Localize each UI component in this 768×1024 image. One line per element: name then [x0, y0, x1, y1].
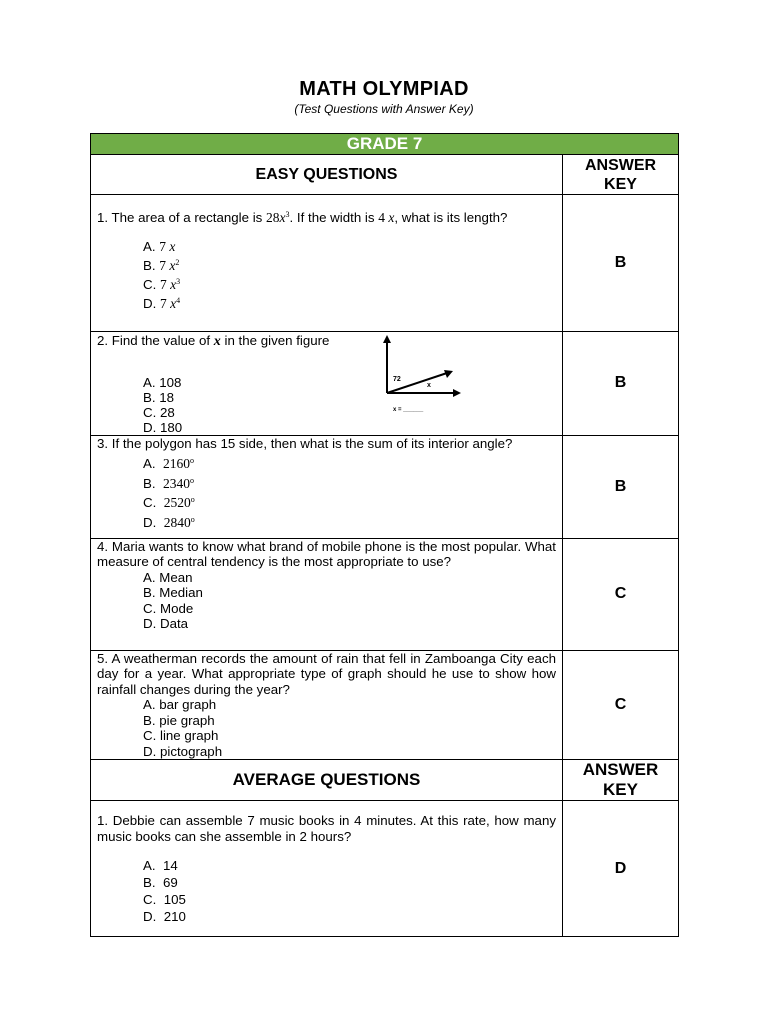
option-a: A. 14 [143, 858, 178, 873]
angle-label-x: x [427, 382, 431, 389]
question-text: 1. Debbie can assemble 7 music books in 4 minutes. At this rate, how many music books can she assemble in 2 hours? [97, 813, 556, 844]
option-b: B. Median [143, 585, 203, 600]
option-b: B. 69 [143, 875, 178, 890]
option-a: A. 7 x [143, 238, 176, 254]
vertical-arrowhead [383, 335, 391, 343]
options-list [143, 857, 562, 925]
option-b: B. 18 [143, 389, 175, 405]
question-cell [91, 332, 563, 436]
option-c: C. 28 [143, 404, 175, 420]
average-header-row [91, 760, 679, 801]
option-d: D. Data [143, 616, 189, 631]
option-a: A. 108 [143, 374, 182, 390]
question-row-easy-1 [91, 195, 679, 332]
answer-key: C [563, 650, 679, 760]
answer-key-line2: KEY [604, 175, 637, 193]
option-c: C. line graph [143, 728, 219, 743]
question-row-average-1 [91, 801, 679, 937]
question-row-easy-3 [91, 435, 679, 538]
answer-key: C [563, 538, 679, 650]
option-b: B. 7 $x^2$ [143, 257, 180, 273]
angle-label-72: 72 [393, 376, 401, 383]
question-row-easy-4 [91, 538, 679, 650]
questions-table [90, 133, 679, 937]
option-d: D. 210 [143, 909, 186, 924]
answer-key: B [563, 332, 679, 436]
option-a: A. Mean [143, 569, 193, 585]
question-cell [91, 435, 563, 538]
option-a: A. 2160$^o$ [143, 456, 194, 471]
angle-figure [377, 335, 467, 417]
options-list [143, 375, 562, 435]
easy-answer-key-heading [563, 155, 679, 195]
option-d: D. 180 [143, 419, 183, 435]
question-cell [91, 801, 563, 937]
page-title: MATH OLYMPIAD [299, 78, 469, 100]
question-text: 4. Maria wants to know what brand of mobile phone is the most popular. What measure of central tendency is the most appropriate to use? [97, 538, 556, 569]
option-d: D. pictograph [143, 743, 223, 759]
option-d: D. 2840$^o$ [143, 514, 195, 530]
easy-section-title: EASY QUESTIONS [91, 155, 563, 195]
option-b: B. 2340$^o$ [143, 475, 194, 491]
options-list [143, 239, 562, 312]
option-b: B. pie graph [143, 712, 215, 728]
option-c: C. 105 [143, 892, 186, 907]
question-cell [91, 538, 563, 650]
option-d: D. 7 $x^4$ [143, 295, 181, 311]
options-list [143, 453, 562, 531]
answer-key-line2: KEY [603, 780, 638, 799]
option-c: C. Mode [143, 600, 194, 616]
option-c: C. 7 $x^3$ [143, 276, 181, 292]
question-text: 2. Find the value of x in the given figure [97, 333, 330, 349]
answer-blank: x = ______ [393, 407, 424, 413]
question-text: 5. A weatherman records the amount of rain that fell in Zamboanga City each day for a year. What appropriate type of graph should he use to show how rainfall changes during the year? [97, 650, 556, 697]
option-c: C. 2520$^o$ [143, 495, 195, 510]
answer-key: B [563, 195, 679, 332]
grade-row [91, 134, 679, 155]
answer-key: B [563, 435, 679, 538]
answer-key-line1: ANSWER [584, 156, 657, 174]
answer-key-line1: ANSWER [582, 760, 659, 779]
easy-header-row [91, 155, 679, 195]
question-row-easy-2 [91, 332, 679, 436]
page-subtitle: (Test Questions with Answer Key) [294, 102, 474, 116]
options-list [143, 697, 562, 759]
question-row-easy-5 [91, 650, 679, 760]
question-cell [91, 195, 563, 332]
question-cell [91, 650, 563, 760]
answer-key: D [563, 801, 679, 937]
grade-label: GRADE 7 [91, 134, 679, 155]
question-text: 1. The area of a rectangle is $28x^3$. If the width is 4 x, what is its length? [97, 210, 508, 225]
horizontal-arrowhead [453, 389, 461, 397]
question-text: 3. If the polygon has 15 side, then what is the sum of its interior angle? [97, 435, 513, 451]
average-section-title: AVERAGE QUESTIONS [91, 760, 563, 801]
average-answer-key-heading [563, 760, 679, 801]
options-list [143, 570, 562, 632]
option-a: A. bar graph [143, 697, 217, 712]
